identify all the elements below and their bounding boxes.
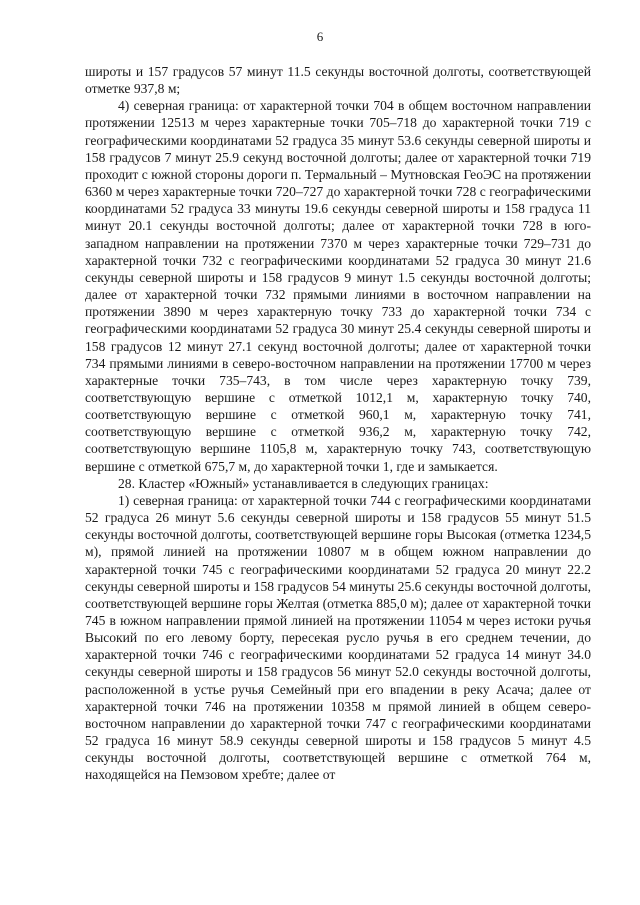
paragraph-northern-border-4: 4) северная граница: от характерной точки 704 в общем восточном направлении протяжении 12513 м через характерные точки 705–718 до характерной точки 719 с географическими координатами 52 градуса 35 минут 53.6 секунды северной широты и 158 градусов 7 минут 25.9 секунд восточной долготы; далее от характерной точки 719 проходит с южной стороны дороги п. Термальный – Мутновская ГеоЭС на протяжении 6360 м через характерные точки 720–727 до характерной точки 728 с географическими координатами 52 градуса 33 минуты 19.6 секунды северной широты и 158 градуса 11 минут 20.1 секунды восточной долготы; далее от характерной точки 728 в юго-западном направлении на протяжении 7370 м через характерные точки 729–731 до характерной точки 732 с географическими координатами 52 градуса 30 минут 21.6 секунды северной широты и 158 градусов 9 минут 1.5 секунды восточной долготы; далее от характерной точки 732 прямыми линиями в восточном направлении на протяжении 3890 м через характерную точку 733 до характерной точки 734 с географическими координатами 52 градуса 30 минут 25.4 секунды северной широты и 158 градусов 12 минут 27.1 секунд восточной долготы; далее от характерной точки 734 прямыми линиями в северо-восточном направлении на протяжении 17700 м через характерные точки 735–743, в том числе через характерную точку 739, соответствующую вершине с отметкой 1012,1 м, характерную точку 740, соответствующую вершине с отметкой 960,1 м, характерную точку 741, соответствующую вершине с отметкой 936,2 м, характерную точку 742, соответствующую вершине 1105,8 м, характерную точку 743, соответствующую вершине с отметкой 675,7 м, до характерной точки 1, где и замыкается.	[85, 98, 591, 474]
paragraph-cluster-yuzhny-heading: 28. Кластер «Южный» устанавливается в следующих границах:	[118, 475, 489, 491]
page-number: 6	[316, 29, 324, 44]
document-body	[85, 63, 591, 784]
paragraph-continuation: широты и 157 градусов 57 минут 11.5 секунды восточной долготы, соответствующей отметке 937,8 м;	[85, 64, 591, 97]
paragraph-northern-border-1: 1) северная граница: от характерной точки 744 с географическими координатами 52 градуса 26 минут 5.6 секунды северной широты и 158 градусов 55 минут 51.5 секунды восточной долготы, соответствующей вершине горы Высокая (отметка 1234,5 м), прямой линией на протяжении 10807 м в общем южном направлении до характерной точки 745 с географическими координатами 52 градуса 20 минут 22.2 секунды северной широты и 158 градусов 54 минуты 25.6 секунды восточной долготы, соответствующей вершине горы Желтая (отметка 885,0 м); далее от характерной точки 745 в южном направлении прямой линией на протяжении 11054 м через истоки ручья Высокий по его левому борту, пересекая русло ручья в его среднем течении, до характерной точки 746 с географическими координатами 52 градуса 14 минут 34.0 секунды северной широты и 158 градусов 56 минут 52.0 секунды восточной долготы, расположенной в устье ручья Семейный при его впадении в реку Асача; далее от характерной точки 746 на протяжении 10358 м прямой линией в общем северо-восточном направлении до характерной точки 747 с географическими координатами 52 градуса 16 минут 58.9 секунды северной широты и 158 градусов 5 минут 4.5 секунды восточной долготы, соответствующей вершине с отметкой 764 м, находящейся на Пемзовом хребте; далее от	[85, 492, 591, 783]
